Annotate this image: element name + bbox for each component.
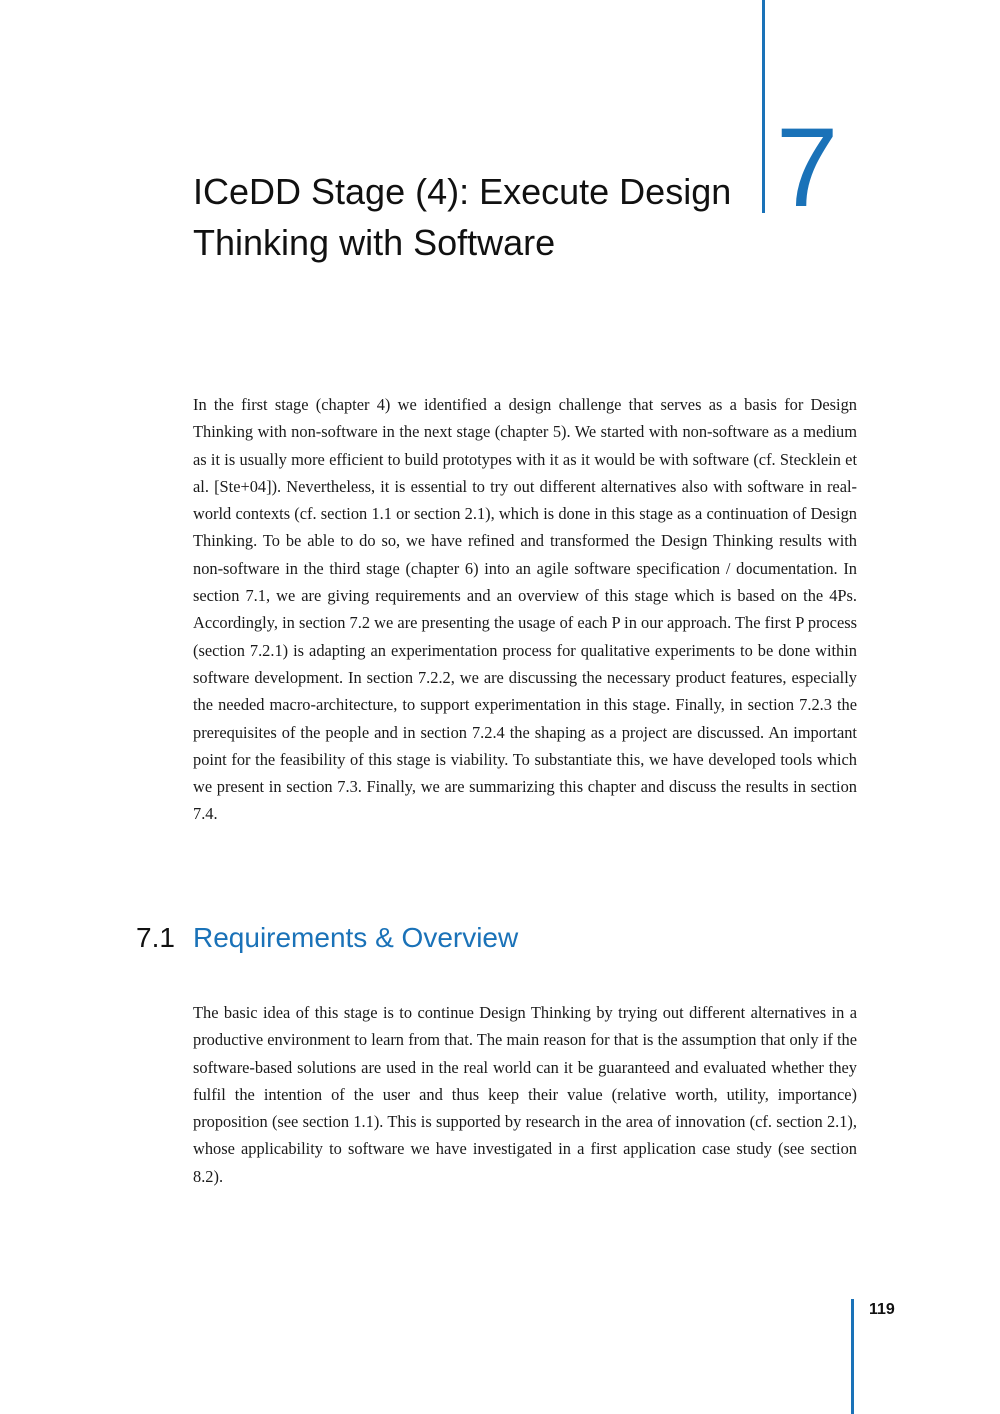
chapter-title: ICeDD Stage (4): Execute Design Thinking with Software: [193, 171, 732, 263]
page-number: 119: [869, 1301, 895, 1318]
section-title: Requirements & Overview: [193, 922, 519, 953]
intro-paragraph: In the first stage (chapter 4) we identified a design challenge that serves as a basis for Design Thinking with non-software in the next stage (chapter 5). We started with non-software as a medium as it is usually more efficient to build prototypes with it as it would be with software (cf. Stecklein et al. [Ste+04]). Nevertheless, it is essential to try out different alternatives also with software in real-world contexts (cf. section 1.1 or section 2.1), which is done in this stage as a continuation of Design Thinking. To be able to do so, we have refined and transformed the Design Thinking results with non-software in the third stage (chapter 6) into an agile software specification / documentation. In section 7.1, we are giving requirements and an overview of this stage which is based on the 4Ps. Accordingly, in section 7.2 we are presenting the usage of each P in our approach. The first P process (section 7.2.1) is adapting an experimentation process for qualitative experiments to be done within software development. In section 7.2.2, we are discussing the necessary product features, especially the needed macro-architecture, to support experimentation in this stage. Finally, in section 7.2.3 the prerequisites of the people and in section 7.2.4 the shaping as a project are discussed. An important point for the feasibility of this stage is viability. To substantiate this, we have developed tools which we present in section 7.3. Finally, we are summarizing this chapter and discuss the results in section 7.4.: [193, 395, 857, 824]
footer-rule: [851, 1299, 854, 1414]
section-paragraph: The basic idea of this stage is to continue Design Thinking by trying out different alternatives in a productive environment to learn from that. The main reason for that is the assumption that only if the software-based solutions are used in the real world can it be guaranteed and evaluated whether they fulfil the intention of the user and thus keep their value (relative worth, utility, importance) proposition (see section 1.1). This is supported by research in the area of innovation (cf. section 2.1), whose applicability to software we have investigated in a first application case study (see section 8.2).: [193, 1003, 857, 1186]
chapter-number: 7: [776, 105, 839, 230]
chapter-rule: [762, 0, 765, 213]
section-heading: [136, 920, 518, 956]
section-number: 7.1: [136, 922, 175, 953]
